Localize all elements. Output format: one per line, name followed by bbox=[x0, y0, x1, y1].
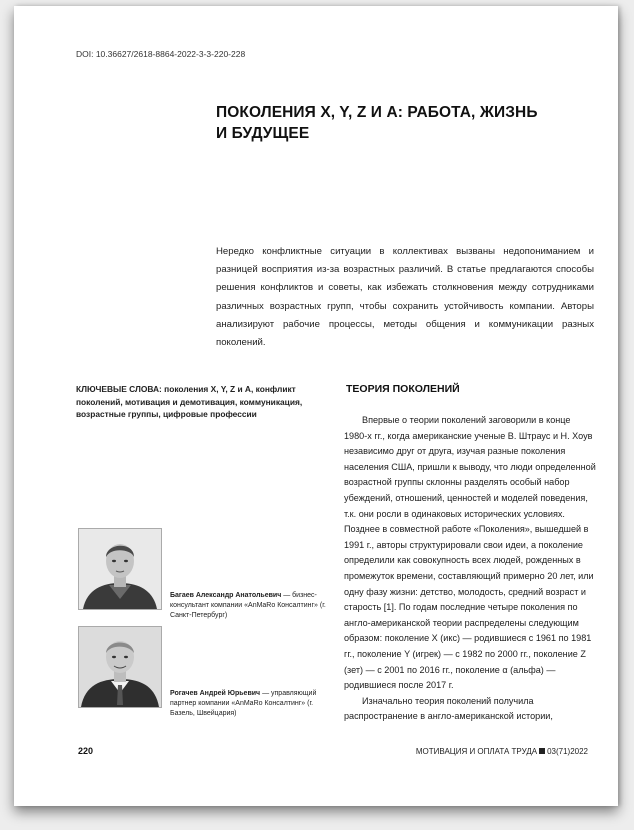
article-abstract: Нередко конфликтные ситуации в коллективах вызваны недопониманием и разницей восприятия из-за возрастных различий. В статье предлагаются способы решения конфликтов и советы, как избежать столкновения между сотрудниками различных возрастных групп, чтобы сохранить устойчивость компании. Авторы анализируют рабочие процессы, методы общения и коммуникации разных поколений. bbox=[216, 246, 594, 349]
author-1-name: Багаев Александр Анатольевич bbox=[170, 592, 282, 599]
author-2-caption bbox=[170, 689, 330, 718]
keywords: КЛЮЧЕВЫЕ СЛОВА: поколения X, Y, Z и A, конфликт поколений, мотивация и демотивация, коммуникация, возрастные группы, цифровые профессии bbox=[76, 384, 303, 420]
author-2-role: — управляющий партнер компании «AnMaRo Консалтинг» (г. Базель, Швейцария) bbox=[170, 690, 317, 717]
section-title: ТЕОРИЯ ПОКОЛЕНИЙ bbox=[346, 383, 460, 395]
author-1-role: — бизнес-консультант компании «AnMaRo Консалтинг» (г. Санкт-Петербург) bbox=[170, 592, 326, 619]
square-separator-icon bbox=[539, 748, 545, 754]
journal-name: МОТИВАЦИЯ И ОПЛАТА ТРУДА bbox=[415, 747, 538, 756]
body-paragraph-2: Изначально теория поколений получила распространение в англо-американской истории, bbox=[344, 695, 553, 722]
doi-label: DOI: 10.36627/2618-8864-2022-3-3-220-228 bbox=[76, 49, 246, 59]
body-paragraph-1: Впервые о теории поколений заговорили в конце 1980-х гг., когда американские ученые В. Штраус и Н. Хоув независимо друг от друга, изучая разные поколения населения США, пришли к выводу, что люди определенной возрастной группы склонны разделять особый набор убеждений, отношений, ценностей и моделей поведения, т.к. они росли в одинаковых исторических условиях. Позднее в совместной работе «Поколения», вышедшей в 1991 г., авторы структурировали свои идеи, а поколение определили как совокупность всех людей, рожденных в промежуток времени, составляющий примерно 20 лет, или одну фазу жизни: детство, молодость, средний возраст и старость [1]. По годам последние четыре поколения по англо-американской теории распределены следующим образом: поколение X (икс) — родившиеся с 1961 по 1981 гг., поколение Y (игрек) — с 1982 по 2000 гг., поколение Z (зет) — с 2001 по 2016 гг., поколение α (альфа) — родившиеся после 2017 г. bbox=[344, 415, 596, 691]
journal-page bbox=[14, 6, 618, 806]
article-title-line-1: ПОКОЛЕНИЯ X, Y, Z И A: РАБОТА, ЖИЗНЬ bbox=[216, 104, 538, 121]
author-1-caption bbox=[170, 591, 330, 620]
author-photo-2 bbox=[78, 626, 162, 708]
article-title bbox=[216, 102, 586, 144]
article-title-line-2: И БУДУЩЕЕ bbox=[216, 125, 310, 142]
journal-issue: 03(71)2022 bbox=[547, 747, 588, 756]
author-photo-1 bbox=[78, 528, 162, 610]
body-text bbox=[344, 413, 596, 725]
author-2-name: Рогачев Андрей Юрьевич bbox=[170, 690, 261, 697]
page-number: 220 bbox=[78, 746, 94, 756]
journal-footer bbox=[416, 747, 588, 756]
